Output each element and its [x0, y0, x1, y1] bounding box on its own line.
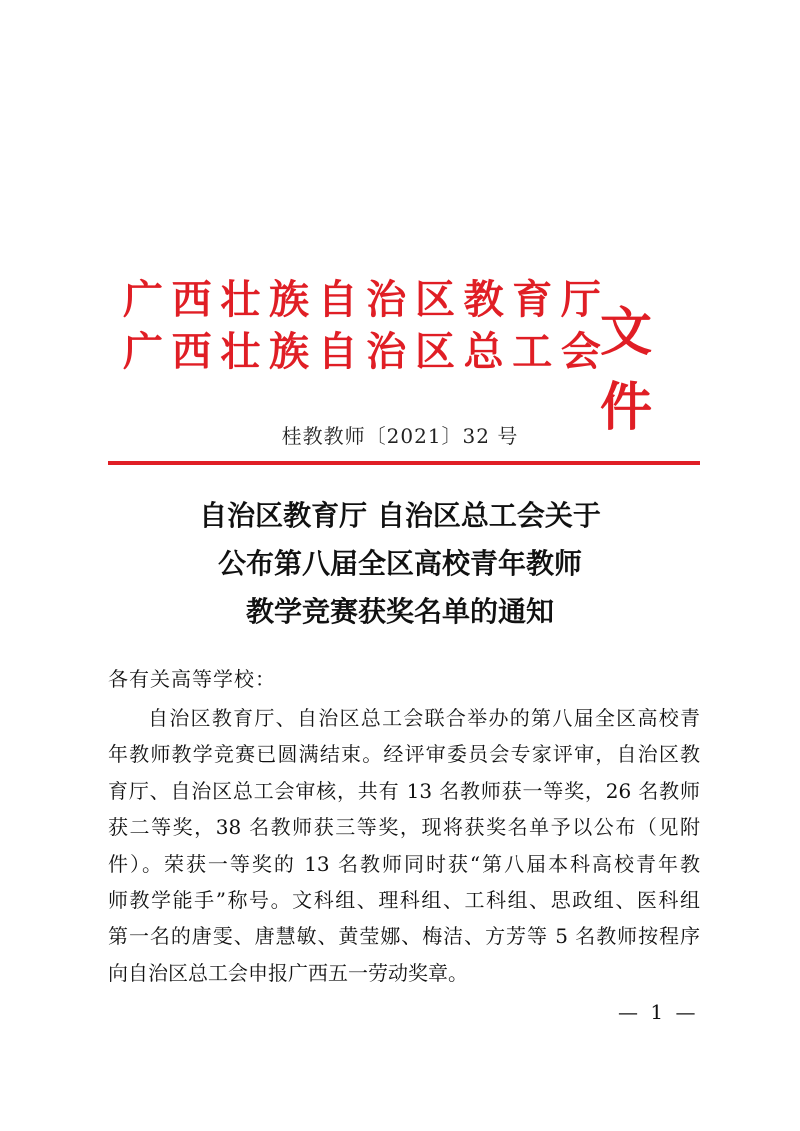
- issuer-char: 西: [171, 276, 212, 323]
- issuer-char: 西: [171, 328, 212, 375]
- issuer-char: 壮: [220, 276, 261, 323]
- body-line: 件）。荣获一等奖的 13 名教师同时获“第八届本科高校青年教: [108, 851, 700, 876]
- title-line: 教学竞赛获奖名单的通知: [245, 595, 554, 628]
- issuer-char: 育: [512, 276, 553, 323]
- issuer-char: 治: [366, 328, 407, 375]
- issuer-char: 工: [512, 328, 553, 375]
- salutation: 各有关高等学校：: [108, 667, 276, 691]
- issuer-char: 族: [268, 328, 309, 375]
- body-line: 师教学能手”称号。文科组、理科组、工科组、思政组、医科组: [108, 887, 700, 912]
- issuer-char: 厅: [560, 276, 601, 323]
- page-number: — 1 —: [618, 1000, 699, 1024]
- document-number: 桂教教师〔2021〕32 号: [281, 424, 519, 448]
- title-line: 自治区教育厅 自治区总工会关于: [199, 499, 601, 532]
- body-line: 第一名的唐雯、唐慧敏、黄莹娜、梅洁、方芳等 5 名教师按程序: [108, 924, 700, 949]
- issuer-char: 广: [123, 276, 163, 323]
- body-line: 育厅、自治区总工会审核，共有 13 名教师获一等奖，26 名教师: [108, 778, 700, 803]
- body-line: 获二等奖，38 名教师获三等奖，现将获奖名单予以公布（见附: [108, 815, 700, 840]
- issuer-char: 教: [463, 276, 504, 323]
- issuer-char: 自: [317, 276, 358, 323]
- body-line: 年教师教学竞赛已圆满结束。经评审委员会专家评审，自治区教: [108, 742, 700, 767]
- body-paragraph: [108, 700, 700, 991]
- issuer-char: 治: [366, 276, 407, 323]
- issuer-char: 会: [560, 328, 601, 375]
- document-title: [0, 492, 800, 636]
- issuer-char: 区: [414, 328, 455, 375]
- issuer-char: 壮: [220, 328, 261, 375]
- issuer-char: 族: [268, 276, 309, 323]
- body-line: 向自治区总工会申报广西五一劳动奖章。: [108, 960, 468, 985]
- title-line: 公布第八届全区高校青年教师: [217, 547, 582, 580]
- issuer-char: 区: [414, 276, 455, 323]
- issuer-char: 自: [317, 328, 358, 375]
- red-divider: [108, 461, 700, 465]
- issuer-line-trade-union: [122, 320, 602, 377]
- issuer-char: 广: [123, 328, 163, 375]
- issuer-char: 总: [463, 328, 504, 375]
- doc-type-label: 文件: [600, 302, 659, 438]
- body-line: 自治区教育厅、自治区总工会联合举办的第八届全区高校青: [148, 706, 700, 730]
- issuer-line-education-department: [122, 268, 602, 325]
